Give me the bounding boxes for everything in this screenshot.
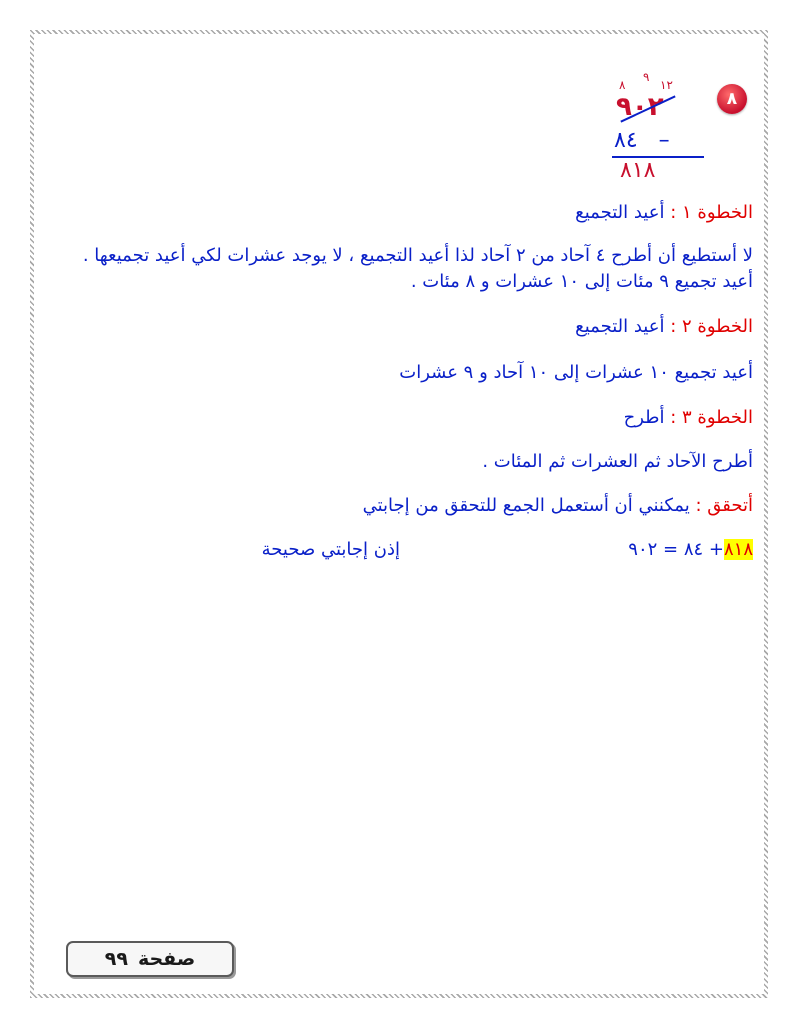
step-2-title: أعيد التجميع: [575, 316, 665, 337]
carry-tens: ٩: [643, 70, 650, 84]
conclusion: إذن إجابتي صحيحة: [261, 539, 400, 560]
page-word: صفحة: [137, 948, 196, 970]
equation-highlight: ٨١٨: [723, 539, 753, 560]
step-3-label: الخطوة ٣ :: [670, 407, 753, 428]
subtraction-result: ٨١٨: [620, 158, 656, 183]
step-3-text: أطرح الآحاد ثم العشرات ثم المئات .: [482, 451, 753, 472]
page-number: ٩٩: [104, 948, 128, 970]
step-2-heading: [575, 314, 753, 340]
question-number-badge: ٨: [717, 84, 747, 114]
subtraction-work: [580, 70, 705, 183]
step-1-heading: [575, 200, 753, 226]
check-text: يمكنني أن أستعمل الجمع للتحقق من إجابتي: [362, 495, 690, 516]
carry-ones: ١٢: [660, 78, 673, 92]
minus-sign: –: [658, 128, 670, 153]
step-3-heading: [624, 405, 753, 431]
step-3-title: أطرح: [623, 407, 665, 428]
check-equation: [628, 537, 753, 563]
equation-rest: + ٨٤ = ٩٠٢: [628, 539, 724, 560]
check-line: [363, 493, 753, 519]
step-1-text: لا أستطيع أن أطرح ٤ آحاد من ٢ آحاد لذا أعيد التجميع ، لا يوجد عشرات لكي أعيد تجميعها . أعيد تجميع ٩ مئات إلى ١٠ عشرات و ٨ مئات .: [82, 245, 753, 292]
step-2-label: الخطوة ٢ :: [670, 316, 753, 337]
carry-hundreds: ٨: [619, 78, 626, 92]
check-label: أتحقق :: [695, 495, 753, 516]
subtrahend: ٨٤: [614, 128, 638, 153]
page-number-box: [66, 941, 234, 977]
subtrahend-row: [614, 128, 670, 153]
step-2-text: أعيد تجميع ١٠ عشرات إلى ١٠ آحاد و ٩ عشرات: [399, 362, 753, 383]
step-1-label: الخطوة ١ :: [670, 202, 753, 223]
step-1-title: أعيد التجميع: [575, 202, 665, 223]
minuend-crossed: ٩٠٢: [616, 92, 664, 122]
